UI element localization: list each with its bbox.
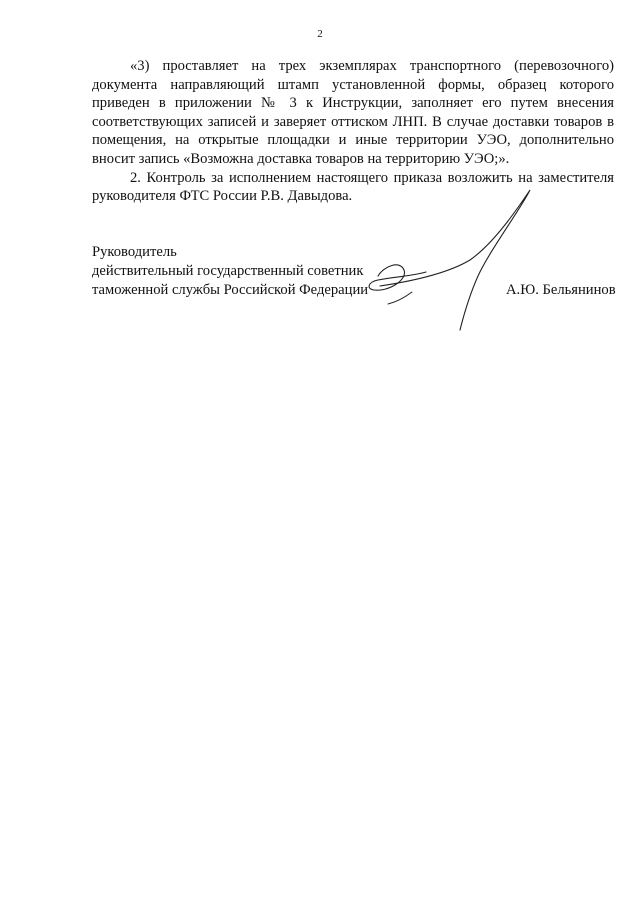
signatory-position: Руководитель bbox=[92, 244, 177, 260]
signatory-title-block bbox=[92, 243, 368, 300]
signature-stroke-main bbox=[380, 190, 530, 330]
signatory-service: таможенной службы Российской Федерации bbox=[92, 282, 369, 298]
handwritten-signature bbox=[360, 180, 560, 340]
signature-stroke-tail bbox=[388, 292, 412, 304]
signature-stroke-loop bbox=[369, 265, 426, 290]
paragraph-control: 2. Контроль за исполнением настоящего приказа возложить на заместителя руководителя ФТС России Р.В. Давыдова. bbox=[92, 169, 614, 205]
page-number: 2 bbox=[317, 28, 323, 40]
paragraph-item-3: «3) проставляет на трех экземплярах транспортного (перевозочного) документа направляющий штамп установленной формы, образец которого приведен в приложении № 3 к Инструкции, заполняет его путем внесения соответствующих записей и заверяет оттиском ЛНП. В случае доставки товаров в помещения, на открытые площадки и иные территории УЭО, дополнительно вносит запись «Возможна доставка товаров на территорию УЭО;». bbox=[92, 58, 614, 167]
signatory-rank: действительный государственный советник bbox=[92, 263, 364, 279]
signer-name: А.Ю. Бельянинов bbox=[506, 282, 616, 298]
